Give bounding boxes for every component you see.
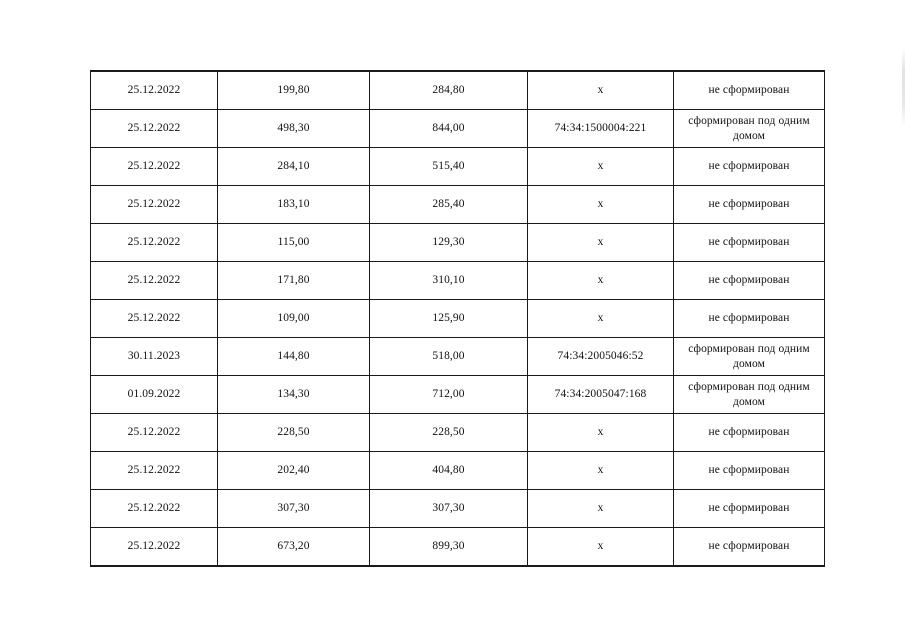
table-row: [91, 490, 825, 528]
table-row: [91, 71, 825, 110]
cell-area-b: 307,30: [370, 490, 528, 528]
table-row: [91, 148, 825, 186]
cell-date: 25.12.2022: [91, 414, 218, 452]
cell-area-a: 109,00: [218, 300, 370, 338]
cell-date: 25.12.2022: [91, 528, 218, 567]
cell-status: сформирован под одним домом: [674, 338, 825, 376]
cell-date: 25.12.2022: [91, 186, 218, 224]
cell-cadastral-number: x: [528, 224, 674, 262]
cell-status: не сформирован: [674, 186, 825, 224]
cell-date: 25.12.2022: [91, 452, 218, 490]
cell-area-b: 228,50: [370, 414, 528, 452]
cell-date: 25.12.2022: [91, 300, 218, 338]
cell-area-b: 125,90: [370, 300, 528, 338]
table-row: [91, 376, 825, 414]
cell-area-a: 498,30: [218, 110, 370, 148]
cell-date: 25.12.2022: [91, 148, 218, 186]
table-row: [91, 414, 825, 452]
cell-status: не сформирован: [674, 262, 825, 300]
cell-status: не сформирован: [674, 300, 825, 338]
table-row: [91, 338, 825, 376]
cell-status: не сформирован: [674, 71, 825, 110]
cell-area-b: 284,80: [370, 71, 528, 110]
cell-status: не сформирован: [674, 528, 825, 567]
cell-cadastral-number: x: [528, 452, 674, 490]
cell-cadastral-number: x: [528, 490, 674, 528]
cell-cadastral-number: x: [528, 186, 674, 224]
cell-area-b: 404,80: [370, 452, 528, 490]
cell-status: не сформирован: [674, 490, 825, 528]
cell-cadastral-number: x: [528, 528, 674, 567]
cell-date: 25.12.2022: [91, 490, 218, 528]
table-row: [91, 186, 825, 224]
cell-status: сформирован под одним домом: [674, 376, 825, 414]
cell-cadastral-number: x: [528, 148, 674, 186]
cell-date: 25.12.2022: [91, 71, 218, 110]
cell-cadastral-number: x: [528, 262, 674, 300]
data-table: [90, 70, 825, 567]
cell-cadastral-number: x: [528, 300, 674, 338]
cell-date: 25.12.2022: [91, 110, 218, 148]
cell-area-b: 285,40: [370, 186, 528, 224]
cell-area-a: 307,30: [218, 490, 370, 528]
cell-area-b: 518,00: [370, 338, 528, 376]
cell-date: 01.09.2022: [91, 376, 218, 414]
cell-area-a: 673,20: [218, 528, 370, 567]
table-body: [91, 71, 825, 566]
cell-area-a: 171,80: [218, 262, 370, 300]
cell-cadastral-number: 74:34:2005047:168: [528, 376, 674, 414]
cell-date: 25.12.2022: [91, 262, 218, 300]
table-row: [91, 110, 825, 148]
table-row: [91, 300, 825, 338]
cell-area-b: 310,10: [370, 262, 528, 300]
cell-area-a: 144,80: [218, 338, 370, 376]
cell-area-b: 515,40: [370, 148, 528, 186]
table-row: [91, 452, 825, 490]
cell-date: 25.12.2022: [91, 224, 218, 262]
cell-area-b: 129,30: [370, 224, 528, 262]
cell-area-b: 712,00: [370, 376, 528, 414]
cell-area-a: 115,00: [218, 224, 370, 262]
table-row: [91, 528, 825, 567]
cell-date: 30.11.2023: [91, 338, 218, 376]
cell-area-a: 284,10: [218, 148, 370, 186]
table-row: [91, 262, 825, 300]
cell-area-a: 199,80: [218, 71, 370, 110]
cell-area-a: 134,30: [218, 376, 370, 414]
cell-area-b: 844,00: [370, 110, 528, 148]
cell-cadastral-number: x: [528, 71, 674, 110]
cell-status: не сформирован: [674, 148, 825, 186]
cell-status: сформирован под одним домом: [674, 110, 825, 148]
cell-status: не сформирован: [674, 414, 825, 452]
cell-cadastral-number: 74:34:2005046:52: [528, 338, 674, 376]
cell-area-a: 183,10: [218, 186, 370, 224]
cell-status: не сформирован: [674, 224, 825, 262]
cell-cadastral-number: x: [528, 414, 674, 452]
table-row: [91, 224, 825, 262]
cell-area-b: 899,30: [370, 528, 528, 567]
cell-area-a: 228,50: [218, 414, 370, 452]
cell-status: не сформирован: [674, 452, 825, 490]
cell-area-a: 202,40: [218, 452, 370, 490]
cell-cadastral-number: 74:34:1500004:221: [528, 110, 674, 148]
